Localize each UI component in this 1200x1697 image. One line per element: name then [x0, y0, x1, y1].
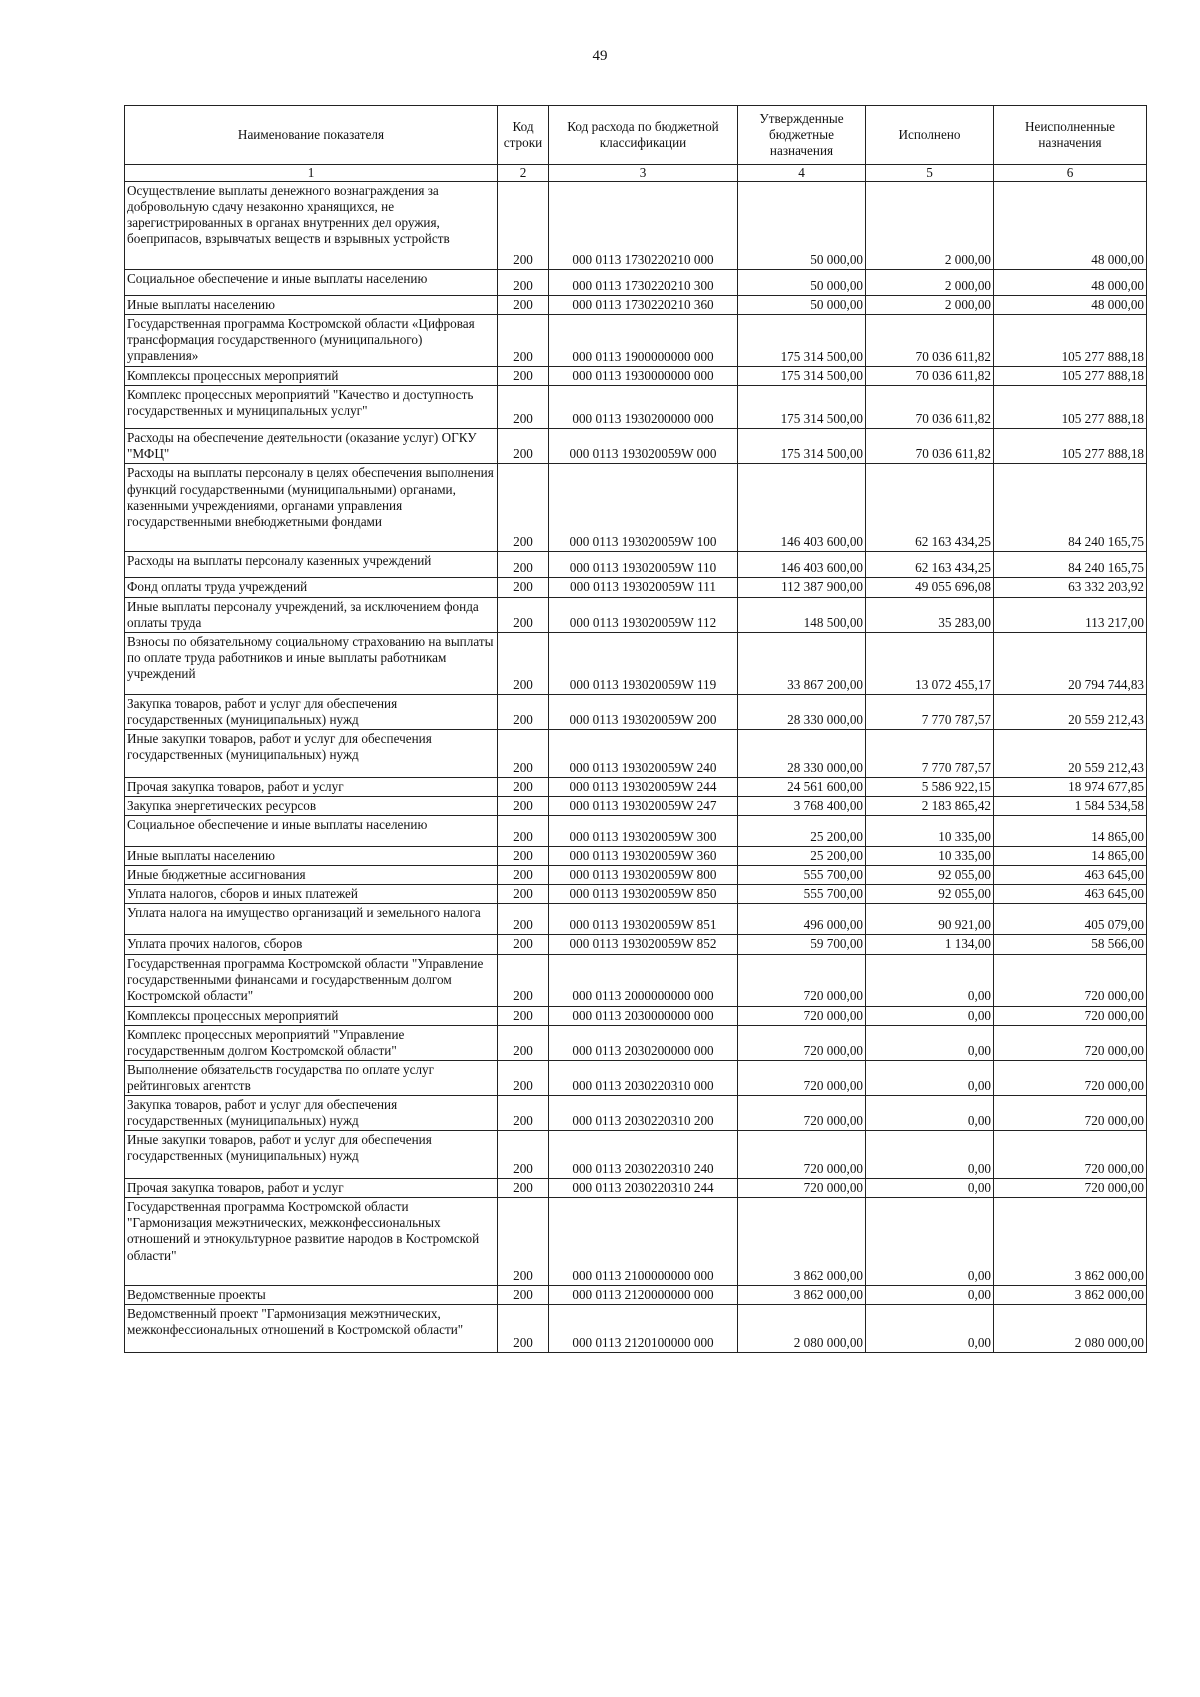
row-budget-code: 000 0113 193020059W 110 [549, 552, 738, 578]
table-row [125, 270, 1147, 296]
row-line-code: 200 [498, 1025, 549, 1060]
row-budget-code: 000 0113 1730220210 000 [549, 182, 738, 270]
row-budget-code: 000 0113 193020059W 112 [549, 597, 738, 632]
row-executed: 70 036 611,82 [866, 315, 994, 367]
row-name: Иные закупки товаров, работ и услуг для обеспечения государственных (муниципальных) нужд [125, 1131, 498, 1179]
row-line-code: 200 [498, 182, 549, 270]
row-approved: 33 867 200,00 [738, 632, 866, 694]
row-budget-code: 000 0113 2120000000 000 [549, 1286, 738, 1305]
row-name: Ведомственный проект "Гармонизация межэтнических, межконфессиональных отношений в Костромской области" [125, 1305, 498, 1353]
row-approved: 28 330 000,00 [738, 694, 866, 729]
row-name: Выполнение обязательств государства по оплате услуг рейтинговых агентств [125, 1060, 498, 1095]
header-budget-code: Код расхода по бюджетной классификации [549, 106, 738, 165]
row-name: Прочая закупка товаров, работ и услуг [125, 1179, 498, 1198]
header-index-5: 5 [866, 165, 994, 182]
header-executed: Исполнено [866, 106, 994, 165]
row-budget-code: 000 0113 1930000000 000 [549, 367, 738, 386]
row-budget-code: 000 0113 193020059W 240 [549, 729, 738, 777]
row-unexecuted: 2 080 000,00 [994, 1305, 1147, 1353]
row-line-code: 200 [498, 866, 549, 885]
row-executed: 13 072 455,17 [866, 632, 994, 694]
table-row [125, 1179, 1147, 1198]
table-row [125, 885, 1147, 904]
row-name: Комплекс процессных мероприятий "Управление государственным долгом Костромской области" [125, 1025, 498, 1060]
row-budget-code: 000 0113 193020059W 800 [549, 866, 738, 885]
row-name: Комплекс процессных мероприятий "Качество и доступность государственных и муниципальных услуг" [125, 386, 498, 429]
row-executed: 70 036 611,82 [866, 429, 994, 464]
row-approved: 175 314 500,00 [738, 429, 866, 464]
row-approved: 25 200,00 [738, 816, 866, 847]
row-unexecuted: 720 000,00 [994, 1179, 1147, 1198]
row-name: Иные выплаты персоналу учреждений, за исключением фонда оплаты труда [125, 597, 498, 632]
row-unexecuted: 720 000,00 [994, 1006, 1147, 1025]
row-executed: 0,00 [866, 1198, 994, 1286]
table-row [125, 578, 1147, 597]
row-name: Государственная программа Костромской области «Цифровая трансформация государственного (муниципального) управления» [125, 315, 498, 367]
row-approved: 2 080 000,00 [738, 1305, 866, 1353]
row-approved: 175 314 500,00 [738, 367, 866, 386]
row-approved: 175 314 500,00 [738, 386, 866, 429]
row-budget-code: 000 0113 1930200000 000 [549, 386, 738, 429]
table-row [125, 1305, 1147, 1353]
row-approved: 28 330 000,00 [738, 729, 866, 777]
row-unexecuted: 20 559 212,43 [994, 729, 1147, 777]
table-row [125, 315, 1147, 367]
row-approved: 146 403 600,00 [738, 552, 866, 578]
row-line-code: 200 [498, 729, 549, 777]
row-line-code: 200 [498, 1286, 549, 1305]
row-budget-code: 000 0113 193020059W 000 [549, 429, 738, 464]
row-line-code: 200 [498, 296, 549, 315]
row-unexecuted: 14 865,00 [994, 816, 1147, 847]
row-name: Фонд оплаты труда учреждений [125, 578, 498, 597]
table-row [125, 1025, 1147, 1060]
table-row [125, 777, 1147, 796]
row-executed: 0,00 [866, 1131, 994, 1179]
row-executed: 62 163 434,25 [866, 464, 994, 552]
row-executed: 92 055,00 [866, 866, 994, 885]
header-index-2: 2 [498, 165, 549, 182]
table-row [125, 367, 1147, 386]
row-unexecuted: 20 794 744,83 [994, 632, 1147, 694]
row-name: Уплата налогов, сборов и иных платежей [125, 885, 498, 904]
row-unexecuted: 18 974 677,85 [994, 777, 1147, 796]
row-approved: 175 314 500,00 [738, 315, 866, 367]
row-name: Государственная программа Костромской области "Управление государственными финансами и государственным долгом Костромской области" [125, 954, 498, 1006]
row-budget-code: 000 0113 2030000000 000 [549, 1006, 738, 1025]
row-executed: 2 000,00 [866, 182, 994, 270]
row-name: Социальное обеспечение и иные выплаты населению [125, 816, 498, 847]
row-executed: 49 055 696,08 [866, 578, 994, 597]
row-executed: 0,00 [866, 1286, 994, 1305]
row-approved: 148 500,00 [738, 597, 866, 632]
row-approved: 496 000,00 [738, 904, 866, 935]
row-approved: 25 200,00 [738, 847, 866, 866]
row-name: Иные выплаты населению [125, 847, 498, 866]
table-row [125, 552, 1147, 578]
row-unexecuted: 113 217,00 [994, 597, 1147, 632]
row-name: Комплексы процессных мероприятий [125, 367, 498, 386]
table-row [125, 1131, 1147, 1179]
row-approved: 24 561 600,00 [738, 777, 866, 796]
table-row [125, 386, 1147, 429]
row-executed: 0,00 [866, 1060, 994, 1095]
table-row [125, 1095, 1147, 1130]
table-row [125, 866, 1147, 885]
row-budget-code: 000 0113 193020059W 200 [549, 694, 738, 729]
budget-execution-table [124, 105, 1147, 1353]
row-approved: 112 387 900,00 [738, 578, 866, 597]
row-executed: 2 000,00 [866, 270, 994, 296]
row-executed: 5 586 922,15 [866, 777, 994, 796]
row-line-code: 200 [498, 847, 549, 866]
table-row [125, 1198, 1147, 1286]
row-line-code: 200 [498, 935, 549, 954]
row-approved: 3 862 000,00 [738, 1198, 866, 1286]
row-line-code: 200 [498, 797, 549, 816]
header-index-3: 3 [549, 165, 738, 182]
row-unexecuted: 3 862 000,00 [994, 1286, 1147, 1305]
row-executed: 7 770 787,57 [866, 729, 994, 777]
table-row [125, 597, 1147, 632]
row-unexecuted: 3 862 000,00 [994, 1198, 1147, 1286]
row-budget-code: 000 0113 193020059W 100 [549, 464, 738, 552]
row-budget-code: 000 0113 193020059W 300 [549, 816, 738, 847]
row-line-code: 200 [498, 1131, 549, 1179]
row-line-code: 200 [498, 270, 549, 296]
row-executed: 0,00 [866, 954, 994, 1006]
row-name: Закупка энергетических ресурсов [125, 797, 498, 816]
row-executed: 2 000,00 [866, 296, 994, 315]
row-unexecuted: 14 865,00 [994, 847, 1147, 866]
row-budget-code: 000 0113 193020059W 850 [549, 885, 738, 904]
row-budget-code: 000 0113 193020059W 119 [549, 632, 738, 694]
row-approved: 720 000,00 [738, 1095, 866, 1130]
row-budget-code: 000 0113 1730220210 300 [549, 270, 738, 296]
row-line-code: 200 [498, 1006, 549, 1025]
row-unexecuted: 48 000,00 [994, 182, 1147, 270]
row-name: Комплексы процессных мероприятий [125, 1006, 498, 1025]
row-approved: 3 862 000,00 [738, 1286, 866, 1305]
row-approved: 720 000,00 [738, 954, 866, 1006]
row-budget-code: 000 0113 2100000000 000 [549, 1198, 738, 1286]
row-approved: 3 768 400,00 [738, 797, 866, 816]
row-unexecuted: 105 277 888,18 [994, 315, 1147, 367]
row-line-code: 200 [498, 816, 549, 847]
row-line-code: 200 [498, 386, 549, 429]
header-index-4: 4 [738, 165, 866, 182]
row-budget-code: 000 0113 193020059W 244 [549, 777, 738, 796]
row-executed: 0,00 [866, 1095, 994, 1130]
row-approved: 50 000,00 [738, 182, 866, 270]
table-row [125, 729, 1147, 777]
row-name: Взносы по обязательному социальному страхованию на выплаты по оплате труда работников и иные выплаты работникам учреждений [125, 632, 498, 694]
row-unexecuted: 48 000,00 [994, 270, 1147, 296]
row-budget-code: 000 0113 193020059W 852 [549, 935, 738, 954]
row-budget-code: 000 0113 2030220310 000 [549, 1060, 738, 1095]
row-budget-code: 000 0113 1900000000 000 [549, 315, 738, 367]
row-approved: 146 403 600,00 [738, 464, 866, 552]
row-budget-code: 000 0113 2030200000 000 [549, 1025, 738, 1060]
table-row [125, 935, 1147, 954]
row-approved: 50 000,00 [738, 296, 866, 315]
row-name: Уплата прочих налогов, сборов [125, 935, 498, 954]
row-line-code: 200 [498, 597, 549, 632]
row-budget-code: 000 0113 2120100000 000 [549, 1305, 738, 1353]
row-name: Закупка товаров, работ и услуг для обеспечения государственных (муниципальных) нужд [125, 694, 498, 729]
row-line-code: 200 [498, 954, 549, 1006]
table-header [125, 106, 1147, 182]
row-line-code: 200 [498, 885, 549, 904]
table-row [125, 904, 1147, 935]
row-budget-code: 000 0113 1730220210 360 [549, 296, 738, 315]
row-approved: 720 000,00 [738, 1006, 866, 1025]
row-unexecuted: 105 277 888,18 [994, 367, 1147, 386]
table-row [125, 429, 1147, 464]
row-approved: 720 000,00 [738, 1025, 866, 1060]
header-row [125, 106, 1147, 165]
row-name: Расходы на выплаты персоналу казенных учреждений [125, 552, 498, 578]
row-line-code: 200 [498, 1179, 549, 1198]
row-executed: 0,00 [866, 1179, 994, 1198]
row-unexecuted: 20 559 212,43 [994, 694, 1147, 729]
row-line-code: 200 [498, 777, 549, 796]
row-approved: 50 000,00 [738, 270, 866, 296]
table-row [125, 797, 1147, 816]
row-line-code: 200 [498, 1095, 549, 1130]
header-name: Наименование показателя [125, 106, 498, 165]
row-name: Иные бюджетные ассигнования [125, 866, 498, 885]
row-executed: 0,00 [866, 1006, 994, 1025]
row-unexecuted: 720 000,00 [994, 1131, 1147, 1179]
row-unexecuted: 720 000,00 [994, 1060, 1147, 1095]
table-row [125, 847, 1147, 866]
row-budget-code: 000 0113 193020059W 360 [549, 847, 738, 866]
row-executed: 70 036 611,82 [866, 367, 994, 386]
row-name: Уплата налога на имущество организаций и земельного налога [125, 904, 498, 935]
row-budget-code: 000 0113 2030220310 240 [549, 1131, 738, 1179]
row-line-code: 200 [498, 904, 549, 935]
row-executed: 10 335,00 [866, 847, 994, 866]
row-unexecuted: 405 079,00 [994, 904, 1147, 935]
table-row [125, 182, 1147, 270]
row-executed: 62 163 434,25 [866, 552, 994, 578]
row-budget-code: 000 0113 2030220310 244 [549, 1179, 738, 1198]
row-line-code: 200 [498, 464, 549, 552]
row-executed: 10 335,00 [866, 816, 994, 847]
row-line-code: 200 [498, 1060, 549, 1095]
row-line-code: 200 [498, 694, 549, 729]
header-line-code: Код строки [498, 106, 549, 165]
row-name: Закупка товаров, работ и услуг для обеспечения государственных (муниципальных) нужд [125, 1095, 498, 1130]
row-name: Государственная программа Костромской области "Гармонизация межэтнических, межконфессиональных отношений и этнокультурное развитие народов в Костромской области" [125, 1198, 498, 1286]
row-line-code: 200 [498, 315, 549, 367]
row-unexecuted: 720 000,00 [994, 1095, 1147, 1130]
row-line-code: 200 [498, 429, 549, 464]
row-approved: 59 700,00 [738, 935, 866, 954]
header-unexecuted: Неисполненные назначения [994, 106, 1147, 165]
table-row [125, 1060, 1147, 1095]
header-approved: Утвержденные бюджетные назначения [738, 106, 866, 165]
row-unexecuted: 105 277 888,18 [994, 429, 1147, 464]
row-name: Расходы на обеспечение деятельности (оказание услуг) ОГКУ "МФЦ" [125, 429, 498, 464]
header-index-6: 6 [994, 165, 1147, 182]
row-executed: 2 183 865,42 [866, 797, 994, 816]
header-index-1: 1 [125, 165, 498, 182]
row-name: Ведомственные проекты [125, 1286, 498, 1305]
page-number: 49 [592, 48, 608, 64]
table-row [125, 816, 1147, 847]
row-approved: 555 700,00 [738, 866, 866, 885]
row-line-code: 200 [498, 578, 549, 597]
row-name: Социальное обеспечение и иные выплаты населению [125, 270, 498, 296]
row-unexecuted: 105 277 888,18 [994, 386, 1147, 429]
row-unexecuted: 1 584 534,58 [994, 797, 1147, 816]
row-unexecuted: 463 645,00 [994, 885, 1147, 904]
row-budget-code: 000 0113 193020059W 111 [549, 578, 738, 597]
table-row [125, 464, 1147, 552]
table-row [125, 296, 1147, 315]
row-unexecuted: 720 000,00 [994, 1025, 1147, 1060]
row-approved: 720 000,00 [738, 1179, 866, 1198]
table-row [125, 954, 1147, 1006]
row-name: Прочая закупка товаров, работ и услуг [125, 777, 498, 796]
row-unexecuted: 63 332 203,92 [994, 578, 1147, 597]
row-line-code: 200 [498, 367, 549, 386]
row-name: Иные выплаты населению [125, 296, 498, 315]
row-unexecuted: 84 240 165,75 [994, 464, 1147, 552]
row-budget-code: 000 0113 2000000000 000 [549, 954, 738, 1006]
row-name: Расходы на выплаты персоналу в целях обеспечения выполнения функций государственными (муниципальными) органами, казенными учреждениями, органами управления государственными внебюджетными фондами [125, 464, 498, 552]
header-index-row [125, 165, 1147, 182]
row-line-code: 200 [498, 1198, 549, 1286]
row-executed: 1 134,00 [866, 935, 994, 954]
table-body [125, 182, 1147, 1353]
row-approved: 720 000,00 [738, 1131, 866, 1179]
row-budget-code: 000 0113 193020059W 851 [549, 904, 738, 935]
row-name: Иные закупки товаров, работ и услуг для обеспечения государственных (муниципальных) нужд [125, 729, 498, 777]
table-row [125, 1006, 1147, 1025]
row-line-code: 200 [498, 552, 549, 578]
table-row [125, 694, 1147, 729]
row-executed: 0,00 [866, 1305, 994, 1353]
row-executed: 35 283,00 [866, 597, 994, 632]
row-unexecuted: 84 240 165,75 [994, 552, 1147, 578]
row-approved: 555 700,00 [738, 885, 866, 904]
row-executed: 70 036 611,82 [866, 386, 994, 429]
table-row [125, 1286, 1147, 1305]
row-budget-code: 000 0113 193020059W 247 [549, 797, 738, 816]
table-row [125, 632, 1147, 694]
row-approved: 720 000,00 [738, 1060, 866, 1095]
row-executed: 7 770 787,57 [866, 694, 994, 729]
row-executed: 92 055,00 [866, 885, 994, 904]
row-unexecuted: 48 000,00 [994, 296, 1147, 315]
row-unexecuted: 463 645,00 [994, 866, 1147, 885]
row-unexecuted: 58 566,00 [994, 935, 1147, 954]
row-line-code: 200 [498, 1305, 549, 1353]
row-executed: 0,00 [866, 1025, 994, 1060]
row-name: Осуществление выплаты денежного вознаграждения за добровольную сдачу незаконно хранящихся, не зарегистрированных в органах внутренних дел оружия, боеприпасов, взрывчатых веществ и взрывных устройств [125, 182, 498, 270]
row-unexecuted: 720 000,00 [994, 954, 1147, 1006]
row-line-code: 200 [498, 632, 549, 694]
row-executed: 90 921,00 [866, 904, 994, 935]
row-budget-code: 000 0113 2030220310 200 [549, 1095, 738, 1130]
